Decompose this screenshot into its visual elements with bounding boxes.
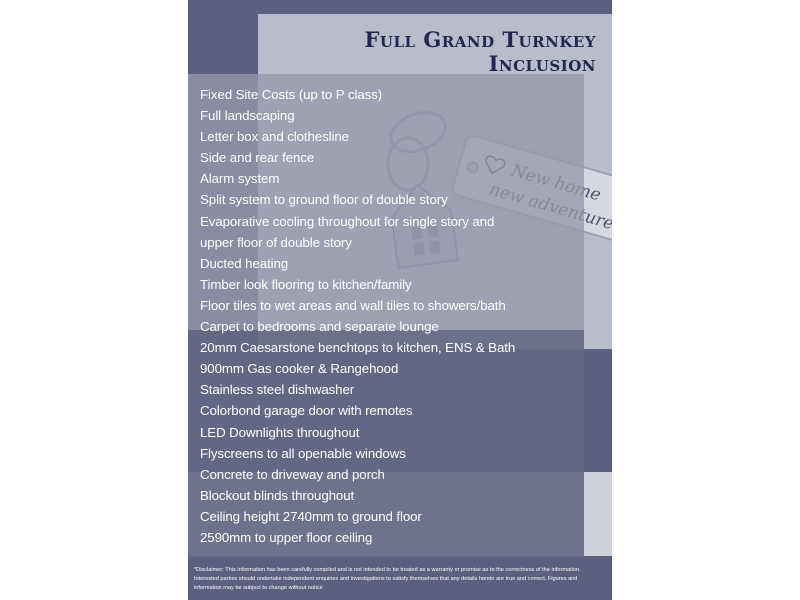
list-item: upper floor of double story xyxy=(200,234,352,250)
list-item: Blockout blinds throughout xyxy=(200,487,355,503)
list-item: Split system to ground floor of double story xyxy=(200,192,448,208)
top-band xyxy=(188,0,612,12)
inclusions-list xyxy=(200,84,580,548)
inclusions-poster xyxy=(188,0,612,600)
list-item: Carpet to bedrooms and separate lounge xyxy=(200,319,439,335)
list-item: Floor tiles to wet areas and wall tiles to showers/bath xyxy=(200,297,506,313)
list-item: 20mm Caesarstone benchtops to kitchen, ENS & Bath xyxy=(200,340,516,356)
disclaimer-text: *Disclaimer: This information has been carefully compiled and is not intended to be treated as a warranty or promise as to the correctness of the information. Interested parties should undertake independent enquiries and investigations to satisfy themselves that any details herein are true and correct. Figures and information may be subject to change without notice xyxy=(194,567,581,591)
list-item: Fixed Site Costs (up to P class) xyxy=(200,87,383,102)
list-item: Stainless steel dishwasher xyxy=(200,382,355,398)
list-item: Evaporative cooling throughout for single story and xyxy=(200,213,495,229)
title-line-2: Inclusion xyxy=(488,51,596,76)
list-item: Flyscreens to all openable windows xyxy=(200,445,406,461)
list-item: Full landscaping xyxy=(200,108,295,124)
list-item: Ceiling height 2740mm to ground floor xyxy=(200,508,422,524)
list-item: Timber look flooring to kitchen/family xyxy=(200,276,412,292)
poster-title xyxy=(364,28,596,76)
title-line-1: Full Grand Turnkey xyxy=(364,27,596,52)
list-item: Colorbond garage door with remotes xyxy=(200,403,413,419)
list-item: Ducted heating xyxy=(200,255,289,271)
list-item: LED Downlights throughout xyxy=(200,424,360,440)
list-item: 900mm Gas cooker & Rangehood xyxy=(200,361,399,377)
list-item: Side and rear fence xyxy=(200,150,315,166)
list-item: 2590mm to upper floor ceiling xyxy=(200,529,373,545)
list-item: Letter box and clothesline xyxy=(200,129,349,145)
list-item: Alarm system xyxy=(200,171,280,187)
list-item: Concrete to driveway and porch xyxy=(200,466,385,482)
